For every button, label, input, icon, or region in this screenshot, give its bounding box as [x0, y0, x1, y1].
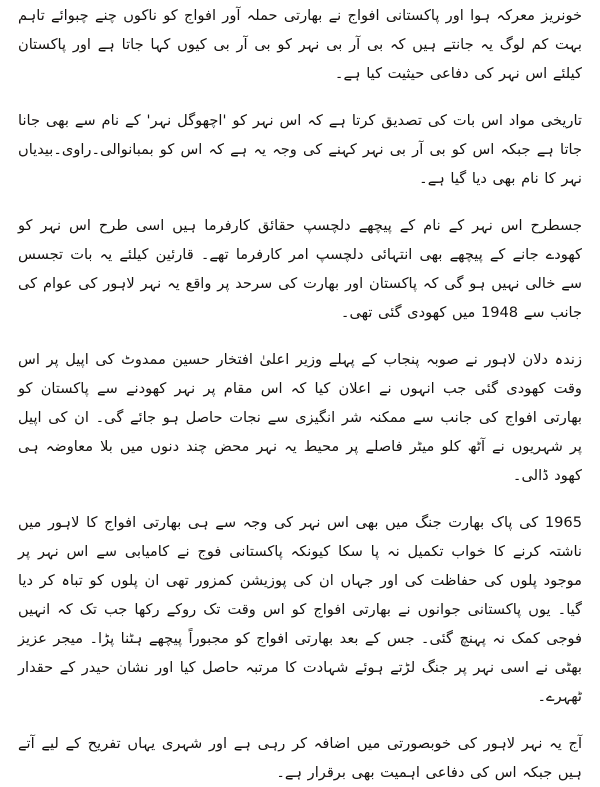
article-paragraph-5: 1965 کی پاک بھارت جنگ میں بھی اس نہر کی وجہ سے ہی بھارتی افواج کا لاہور میں ناشتہ کرنے کا خواب تکمیل نہ پا سکا کیونکہ پاکستانی فوج نے کامیابی سے اس نہر پر موجود پلوں کی حفاظت کی اور جہاں ان کی پوزیشن کمزور تھی ان پلوں کو تباہ کر دیا گیا۔ یوں پاکستانی جوانوں نے بھارتی افواج کو اس وقت تک روکے رکھا جب تک کہ انہیں فوجی کمک نہ پہنچ گئی۔ جس کے بعد بھارتی افواج کو مجبوراً پیچھے ہٹنا پڑا۔ میجر عزیز بھٹی نے اسی نہر پر جنگ لڑتے ہوئے شہادت کا مرتبہ حاصل کیا اور نشان حیدر کے حقدار ٹھہرے۔	[18, 514, 582, 705]
article-paragraph-2: تاریخی مواد اس بات کی تصدیق کرتا ہے کہ اس نہر کو 'اچھوگل نہر' کے نام سے بھی جانا جاتا ہے جبکہ اس کو بی آر بی نہر کہنے کی وجہ یہ ہے کہ اس کو بمبانوالی۔راوی۔بیدیاں نہر کا نام بھی دیا گیا ہے۔	[18, 112, 582, 187]
article-paragraph-6: آج یہ نہر لاہور کی خوبصورتی میں اضافہ کر رہی ہے اور شہری یہاں تفریح کے لیے آتے ہیں جبکہ اس کی دفاعی اہمیت بھی برقرار ہے۔	[18, 735, 582, 781]
article-paragraph-1: خونریز معرکہ ہوا اور پاکستانی افواج نے بھارتی حملہ آور افواج کو ناکوں چنے چبوائے تاہم بہت کم لوگ یہ جانتے ہیں کہ بی آر بی نہر کو بی آر بی کیوں کہا جاتا ہے اور پاکستان کیلئے اس نہر کی دفاعی حیثیت کیا ہے۔	[18, 7, 582, 82]
article-paragraph-4: زندہ دلان لاہور نے صوبہ پنجاب کے پہلے وزیر اعلیٰ افتخار حسین ممدوٹ کی اپیل پر اس وقت کھودی گئی جب انہوں نے اعلان کیا کہ اس مقام پر نہر کھودنے سے پاکستان کو بھارتی افواج کی جانب سے ممکنہ شر انگیزی سے نجات حاصل ہو جائے گی۔ ان کی اپیل پر شہریوں نے آٹھ کلو میٹر فاصلے پر محیط یہ نہر محض چند دنوں میں بلا معاوضہ ہی کھود ڈالی۔	[18, 351, 582, 484]
article-paragraph-3: جسطرح اس نہر کے نام کے پیچھے دلچسپ حقائق کارفرما ہیں اسی طرح اس نہر کو کھودے جانے کے پیچھے بھی انتہائی دلچسپ امر کارفرما تھے۔ قارئین کیلئے یہ بات تجسس سے خالی نہیں ہو گی کہ پاکستان اور بھارت کی سرحد پر واقع یہ نہر لاہور کی عوام کی جانب سے 1948 میں کھودی گئی تھی۔	[18, 217, 582, 321]
